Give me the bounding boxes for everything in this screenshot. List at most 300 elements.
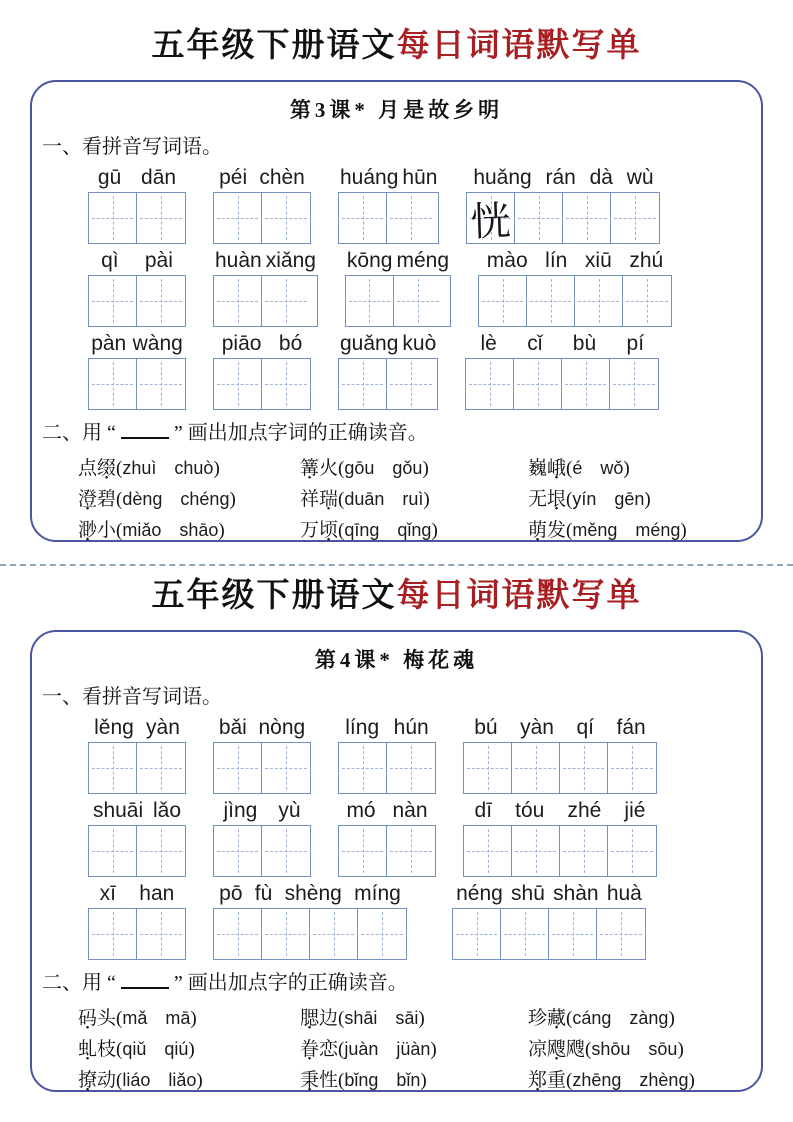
section1-heading: 一、看拼音写词语。 <box>42 136 222 158</box>
pinyin-syllable: pí <box>626 332 645 355</box>
section2-heading <box>42 970 761 997</box>
paren-close: ) <box>422 458 429 479</box>
paren-open: ( <box>116 489 123 510</box>
pinyin-options <box>344 458 422 478</box>
write-cell <box>89 743 137 793</box>
pinyin-option: jüàn <box>396 1039 431 1059</box>
pinyin-syllable: huà <box>606 882 642 905</box>
pinyin-syllable: jié <box>624 799 646 822</box>
pinyin-options <box>344 489 423 509</box>
write-cell <box>479 276 527 326</box>
write-boxes <box>213 192 311 244</box>
write-cell <box>527 276 575 326</box>
pinyin-group <box>465 327 659 410</box>
pinyin-syllables <box>88 332 186 356</box>
write-cell <box>89 193 137 243</box>
write-boxes <box>213 742 311 794</box>
write-cell <box>214 359 262 409</box>
pinyin-syllable: qì <box>101 249 119 272</box>
pinyin-syllables <box>452 882 646 906</box>
pinyin-options <box>572 1008 668 1028</box>
page-frame <box>30 80 763 542</box>
pronunciation-item <box>300 1034 528 1065</box>
item-char: 小 <box>97 520 117 541</box>
pronunciation-item <box>300 1003 528 1034</box>
pinyin-group <box>463 794 657 877</box>
section1-heading: 一、看拼音写词语。 <box>42 686 222 708</box>
pinyin-option: dèng <box>122 489 163 509</box>
pinyin-option: miǎo <box>122 520 162 540</box>
pinyin-syllables <box>213 799 311 823</box>
pinyin-syllable: nàn <box>392 799 428 822</box>
write-cell <box>560 826 608 876</box>
write-cell <box>387 193 435 243</box>
paren-close: ) <box>229 489 236 510</box>
pinyin-syllable: huáng <box>340 166 399 189</box>
paren-open: ( <box>566 520 573 541</box>
pinyin-option: zhèng <box>639 1070 689 1090</box>
write-cell <box>611 193 659 243</box>
paren-close: ) <box>688 1070 695 1091</box>
worksheet-page <box>0 0 793 542</box>
pinyin-syllable: xiū <box>584 249 612 272</box>
pinyin-syllable: yù <box>278 799 301 822</box>
pinyin-syllable: néng <box>456 882 503 905</box>
pinyin-group <box>213 244 318 327</box>
pinyin-syllable: zhú <box>629 249 664 272</box>
paren-close: ) <box>668 1008 675 1029</box>
pinyin-syllable: gū <box>97 166 122 189</box>
pinyin-option: mā <box>165 1008 191 1028</box>
section2-suffix: ” 画出加点字的正确读音。 <box>173 972 408 994</box>
pinyin-options <box>122 1039 188 1059</box>
pinyin-option: qīng <box>344 520 380 540</box>
pinyin-syllable: lǎo <box>153 799 182 822</box>
pinyin-group <box>463 711 657 794</box>
pronunciation-item <box>528 1034 761 1065</box>
pinyin-group <box>88 794 186 877</box>
dotted-char: 眷 <box>300 1039 320 1060</box>
pinyin-group <box>88 327 186 410</box>
pinyin-syllable: guǎng <box>340 332 399 355</box>
pinyin-syllable: zhé <box>567 799 602 822</box>
dotted-char: 萌 <box>528 520 548 541</box>
item-char: 火 <box>319 458 339 479</box>
pinyin-option: wǒ <box>600 458 624 478</box>
paren-open: ( <box>116 1070 123 1091</box>
write-boxes <box>452 908 646 960</box>
write-cell <box>137 743 185 793</box>
write-cell <box>339 359 387 409</box>
pinyin-options <box>591 1039 677 1059</box>
write-cell <box>610 359 658 409</box>
paren-open: ( <box>116 1039 123 1060</box>
pinyin-syllable: bú <box>474 716 498 739</box>
dotted-char: 撩 <box>78 1070 98 1091</box>
write-cell <box>137 826 185 876</box>
pinyin-group <box>213 161 311 244</box>
write-cell <box>512 743 560 793</box>
pronunciation-item <box>300 1065 528 1096</box>
dotted-char: 峨 <box>547 458 567 479</box>
write-cell <box>214 826 262 876</box>
section2-prefix: 二、用 “ <box>42 422 116 444</box>
write-cell <box>453 909 501 959</box>
write-cell <box>515 193 563 243</box>
paren-open: ( <box>338 1070 345 1091</box>
write-cell <box>597 909 645 959</box>
pinyin-option: liáo <box>122 1070 151 1090</box>
underline-blank <box>121 975 169 989</box>
pinyin-options <box>572 458 623 478</box>
write-cell <box>387 826 435 876</box>
pinyin-option: gōu <box>344 458 375 478</box>
paren-close: ) <box>190 1008 197 1029</box>
pinyin-options <box>344 520 431 540</box>
pinyin-syllable: bù <box>572 332 597 355</box>
pinyin-option: chéng <box>180 489 230 509</box>
pinyin-syllables <box>345 249 451 273</box>
write-boxes <box>345 275 451 327</box>
write-boxes <box>88 742 186 794</box>
dotted-char: 码 <box>78 1008 98 1029</box>
write-cell <box>608 743 656 793</box>
pinyin-group <box>466 161 660 244</box>
write-cell <box>623 276 671 326</box>
pinyin-syllable: méng <box>396 249 449 272</box>
item-char: 动 <box>97 1070 117 1091</box>
dotted-char: 飕 <box>547 1039 567 1060</box>
pinyin-option: sāi <box>395 1008 419 1028</box>
pinyin-option: juàn <box>344 1039 379 1059</box>
write-cell <box>89 276 137 326</box>
write-cell <box>262 743 310 793</box>
pinyin-syllables <box>88 249 186 273</box>
paren-close: ) <box>418 1008 425 1029</box>
pinyin-syllables <box>338 332 438 356</box>
pinyin-option: liǎo <box>168 1070 197 1090</box>
write-cell <box>214 909 262 959</box>
pinyin-syllables <box>478 249 672 273</box>
lesson-title: 第4课* 梅花魂 <box>314 648 479 672</box>
pinyin-syllable: lè <box>480 332 497 355</box>
title-red-part: 每日词语默写单 <box>396 25 642 64</box>
paren-open: ( <box>338 489 345 510</box>
pinyin-option: zàng <box>629 1008 669 1028</box>
pinyin-rows <box>32 161 761 410</box>
write-boxes <box>338 742 436 794</box>
pinyin-options <box>122 489 229 509</box>
pinyin-option: měng <box>572 520 618 540</box>
pinyin-option: zhēng <box>572 1070 622 1090</box>
pinyin-group <box>213 327 311 410</box>
title-grade-part: 五年级下册语文 <box>151 25 397 64</box>
paren-open: ( <box>338 458 345 479</box>
pinyin-syllable: wù <box>626 166 654 189</box>
write-boxes <box>88 825 186 877</box>
write-cell <box>466 359 514 409</box>
write-cell <box>214 276 262 326</box>
write-boxes <box>88 358 186 410</box>
underline-blank <box>121 425 169 439</box>
write-boxes <box>338 825 436 877</box>
write-boxes <box>88 908 186 960</box>
pinyin-row <box>32 244 761 327</box>
section2-prefix: 二、用 “ <box>42 972 116 994</box>
pinyin-group <box>338 711 436 794</box>
dotted-char: 澄 <box>78 489 98 510</box>
write-cell <box>339 193 387 243</box>
item-char: 点 <box>78 458 98 479</box>
paren-close: ) <box>623 458 630 479</box>
write-cell <box>387 743 435 793</box>
write-cell <box>310 909 358 959</box>
write-cell <box>339 826 387 876</box>
section2-suffix: ” 画出加点字词的正确读音。 <box>173 422 428 444</box>
pinyin-syllable: dān <box>141 166 177 189</box>
paren-close: ) <box>423 489 430 510</box>
pinyin-group <box>345 244 451 327</box>
write-boxes <box>88 275 186 327</box>
pinyin-option: yín <box>572 489 597 509</box>
write-boxes <box>465 358 659 410</box>
write-cell <box>214 743 262 793</box>
pinyin-syllable: yàn <box>146 716 180 739</box>
pinyin-option: sōu <box>648 1039 678 1059</box>
pinyin-options <box>572 1070 688 1090</box>
pinyin-group <box>478 244 672 327</box>
pinyin-syllable: fù <box>254 882 273 905</box>
write-cell <box>562 359 610 409</box>
dotted-char: 缀 <box>97 458 117 479</box>
paren-open: ( <box>116 520 123 541</box>
pinyin-syllable: shuāi <box>92 799 144 822</box>
write-cell <box>464 826 512 876</box>
pinyin-options <box>572 520 680 540</box>
pinyin-syllables <box>466 166 660 190</box>
pronunciation-item <box>78 1003 300 1034</box>
pinyin-row <box>32 327 761 410</box>
paren-open: ( <box>338 520 345 541</box>
pinyin-option: bǐng <box>344 1070 379 1090</box>
dotted-char: 腮 <box>300 1008 320 1029</box>
pinyin-syllables <box>213 249 318 273</box>
item-char: 性 <box>319 1070 339 1091</box>
item-char: 飕 <box>566 1039 586 1060</box>
paren-close: ) <box>677 1039 684 1060</box>
pinyin-syllable: wàng <box>132 332 183 355</box>
pronunciation-item <box>78 1034 300 1065</box>
write-cell <box>137 276 185 326</box>
pronunciation-item <box>528 453 761 484</box>
pinyin-syllable: xī <box>99 882 116 905</box>
pinyin-syllables <box>463 799 657 823</box>
write-cell <box>137 193 185 243</box>
pinyin-syllables <box>465 332 659 356</box>
pinyin-syllable: mào <box>486 249 528 272</box>
pronunciation-item <box>78 453 300 484</box>
paren-open: ( <box>338 1008 345 1029</box>
pinyin-syllable: mó <box>346 799 376 822</box>
pinyin-syllable: dà <box>589 166 613 189</box>
pinyin-rows <box>32 711 761 960</box>
pinyin-group <box>88 244 186 327</box>
item-char: 祥 <box>300 489 320 510</box>
paren-open: ( <box>585 1039 592 1060</box>
pinyin-group <box>452 877 646 960</box>
pinyin-row <box>32 877 761 960</box>
write-boxes <box>213 275 318 327</box>
item-char: 边 <box>319 1008 339 1029</box>
pinyin-syllable: rán <box>545 166 576 189</box>
pronunciation-item <box>78 484 300 515</box>
write-cell <box>262 909 310 959</box>
pinyin-option: bǐn <box>396 1070 421 1090</box>
dotted-char: 篝 <box>300 458 320 479</box>
paren-open: ( <box>566 1008 573 1029</box>
paren-open: ( <box>566 458 573 479</box>
paren-open: ( <box>566 489 573 510</box>
pinyin-syllable: cǐ <box>527 332 543 355</box>
paren-close: ) <box>680 520 687 541</box>
write-boxes <box>463 825 657 877</box>
pinyin-syllable: chèn <box>259 166 305 189</box>
pinyin-option: qiǔ <box>122 1039 147 1059</box>
write-cell <box>137 359 185 409</box>
pinyin-group <box>338 794 436 877</box>
pinyin-option: shāi <box>344 1008 378 1028</box>
write-boxes <box>463 742 657 794</box>
pinyin-option: ruì <box>402 489 424 509</box>
write-cell <box>514 359 562 409</box>
pinyin-syllables <box>463 716 657 740</box>
pinyin-options <box>344 1039 430 1059</box>
write-cell <box>512 826 560 876</box>
pronunciation-item <box>528 515 761 546</box>
pinyin-group <box>338 327 438 410</box>
write-cell <box>358 909 406 959</box>
pinyin-syllable: fán <box>616 716 646 739</box>
write-cell <box>214 193 262 243</box>
pronunciation-item <box>528 1003 761 1034</box>
pinyin-option: qiú <box>164 1039 189 1059</box>
paren-close: ) <box>218 520 225 541</box>
pinyin-syllable: pài <box>144 249 173 272</box>
sheet-title <box>0 0 793 66</box>
write-boxes <box>213 908 407 960</box>
paren-close: ) <box>430 1039 437 1060</box>
pinyin-group <box>88 877 186 960</box>
write-boxes <box>478 275 672 327</box>
pinyin-syllable: qí <box>576 716 595 739</box>
pronunciation-item <box>78 1065 300 1096</box>
pinyin-syllables <box>88 799 186 823</box>
pinyin-group <box>338 161 439 244</box>
paren-close: ) <box>213 458 220 479</box>
write-cell <box>575 276 623 326</box>
pinyin-group <box>213 794 311 877</box>
write-cell <box>560 743 608 793</box>
pinyin-syllable: hún <box>393 716 429 739</box>
pinyin-option: shāo <box>179 520 219 540</box>
pinyin-option: gǒu <box>392 458 423 478</box>
pinyin-syllable: jìng <box>223 799 258 822</box>
write-boxes <box>338 358 438 410</box>
pinyin-group <box>88 711 186 794</box>
item-char: 无 <box>528 489 548 510</box>
lesson-title: 第3课* 月是故乡明 <box>289 98 504 122</box>
write-cell <box>89 359 137 409</box>
paren-open: ( <box>116 458 123 479</box>
write-cell <box>394 276 442 326</box>
pinyin-option: qǐng <box>397 520 432 540</box>
pinyin-syllable: shèng <box>284 882 342 905</box>
dotted-char: 渺 <box>78 520 98 541</box>
pinyin-syllable: tóu <box>515 799 545 822</box>
pinyin-syllable: bǎi <box>218 716 247 739</box>
pinyin-syllables <box>338 799 436 823</box>
pinyin-syllable: lín <box>545 249 568 272</box>
pinyin-syllable: yàn <box>520 716 554 739</box>
pinyin-options <box>122 520 218 540</box>
item-char: 凉 <box>528 1039 548 1060</box>
pronunciation-item <box>78 515 300 546</box>
pinyin-syllable: hūn <box>402 166 438 189</box>
pinyin-syllable: nòng <box>258 716 306 739</box>
pinyin-options <box>572 489 644 509</box>
pinyin-options <box>122 458 213 478</box>
pinyin-syllable: kōng <box>346 249 393 272</box>
pronunciation-item <box>300 453 528 484</box>
pinyin-option: mǎ <box>122 1008 148 1028</box>
pinyin-option: chuò <box>174 458 214 478</box>
paren-close: ) <box>431 520 438 541</box>
pinyin-syllables <box>338 716 436 740</box>
title-grade-part: 五年级下册语文 <box>151 575 397 614</box>
pinyin-syllable: lěng <box>94 716 134 739</box>
pinyin-syllable: huǎng <box>473 166 532 189</box>
sheet-title <box>0 566 793 616</box>
pinyin-option: gēn <box>614 489 645 509</box>
pinyin-group <box>88 161 186 244</box>
pinyin-group <box>213 711 311 794</box>
write-boxes <box>88 192 186 244</box>
paren-close: ) <box>644 489 651 510</box>
write-boxes <box>338 192 439 244</box>
write-boxes <box>466 192 660 244</box>
write-cell <box>563 193 611 243</box>
pinyin-syllables <box>213 882 407 906</box>
pronunciation-items <box>32 1003 761 1096</box>
write-cell <box>262 359 310 409</box>
pinyin-syllable: shū <box>511 882 545 905</box>
dotted-char: 瑞 <box>319 489 339 510</box>
pronunciation-item <box>300 484 528 515</box>
section2-heading <box>42 420 761 447</box>
write-cell <box>262 276 310 326</box>
pinyin-options <box>122 1070 196 1090</box>
paren-open: ( <box>338 1039 345 1060</box>
pronunciation-items <box>32 453 761 546</box>
pinyin-syllable: xiǎng <box>265 249 316 272</box>
pinyin-option: zhuì <box>122 458 157 478</box>
pinyin-syllable: pàn <box>91 332 127 355</box>
write-boxes <box>213 358 311 410</box>
dotted-char: 垠 <box>547 489 567 510</box>
write-cell <box>501 909 549 959</box>
pinyin-option: é <box>572 458 583 478</box>
pinyin-syllables <box>213 166 311 190</box>
